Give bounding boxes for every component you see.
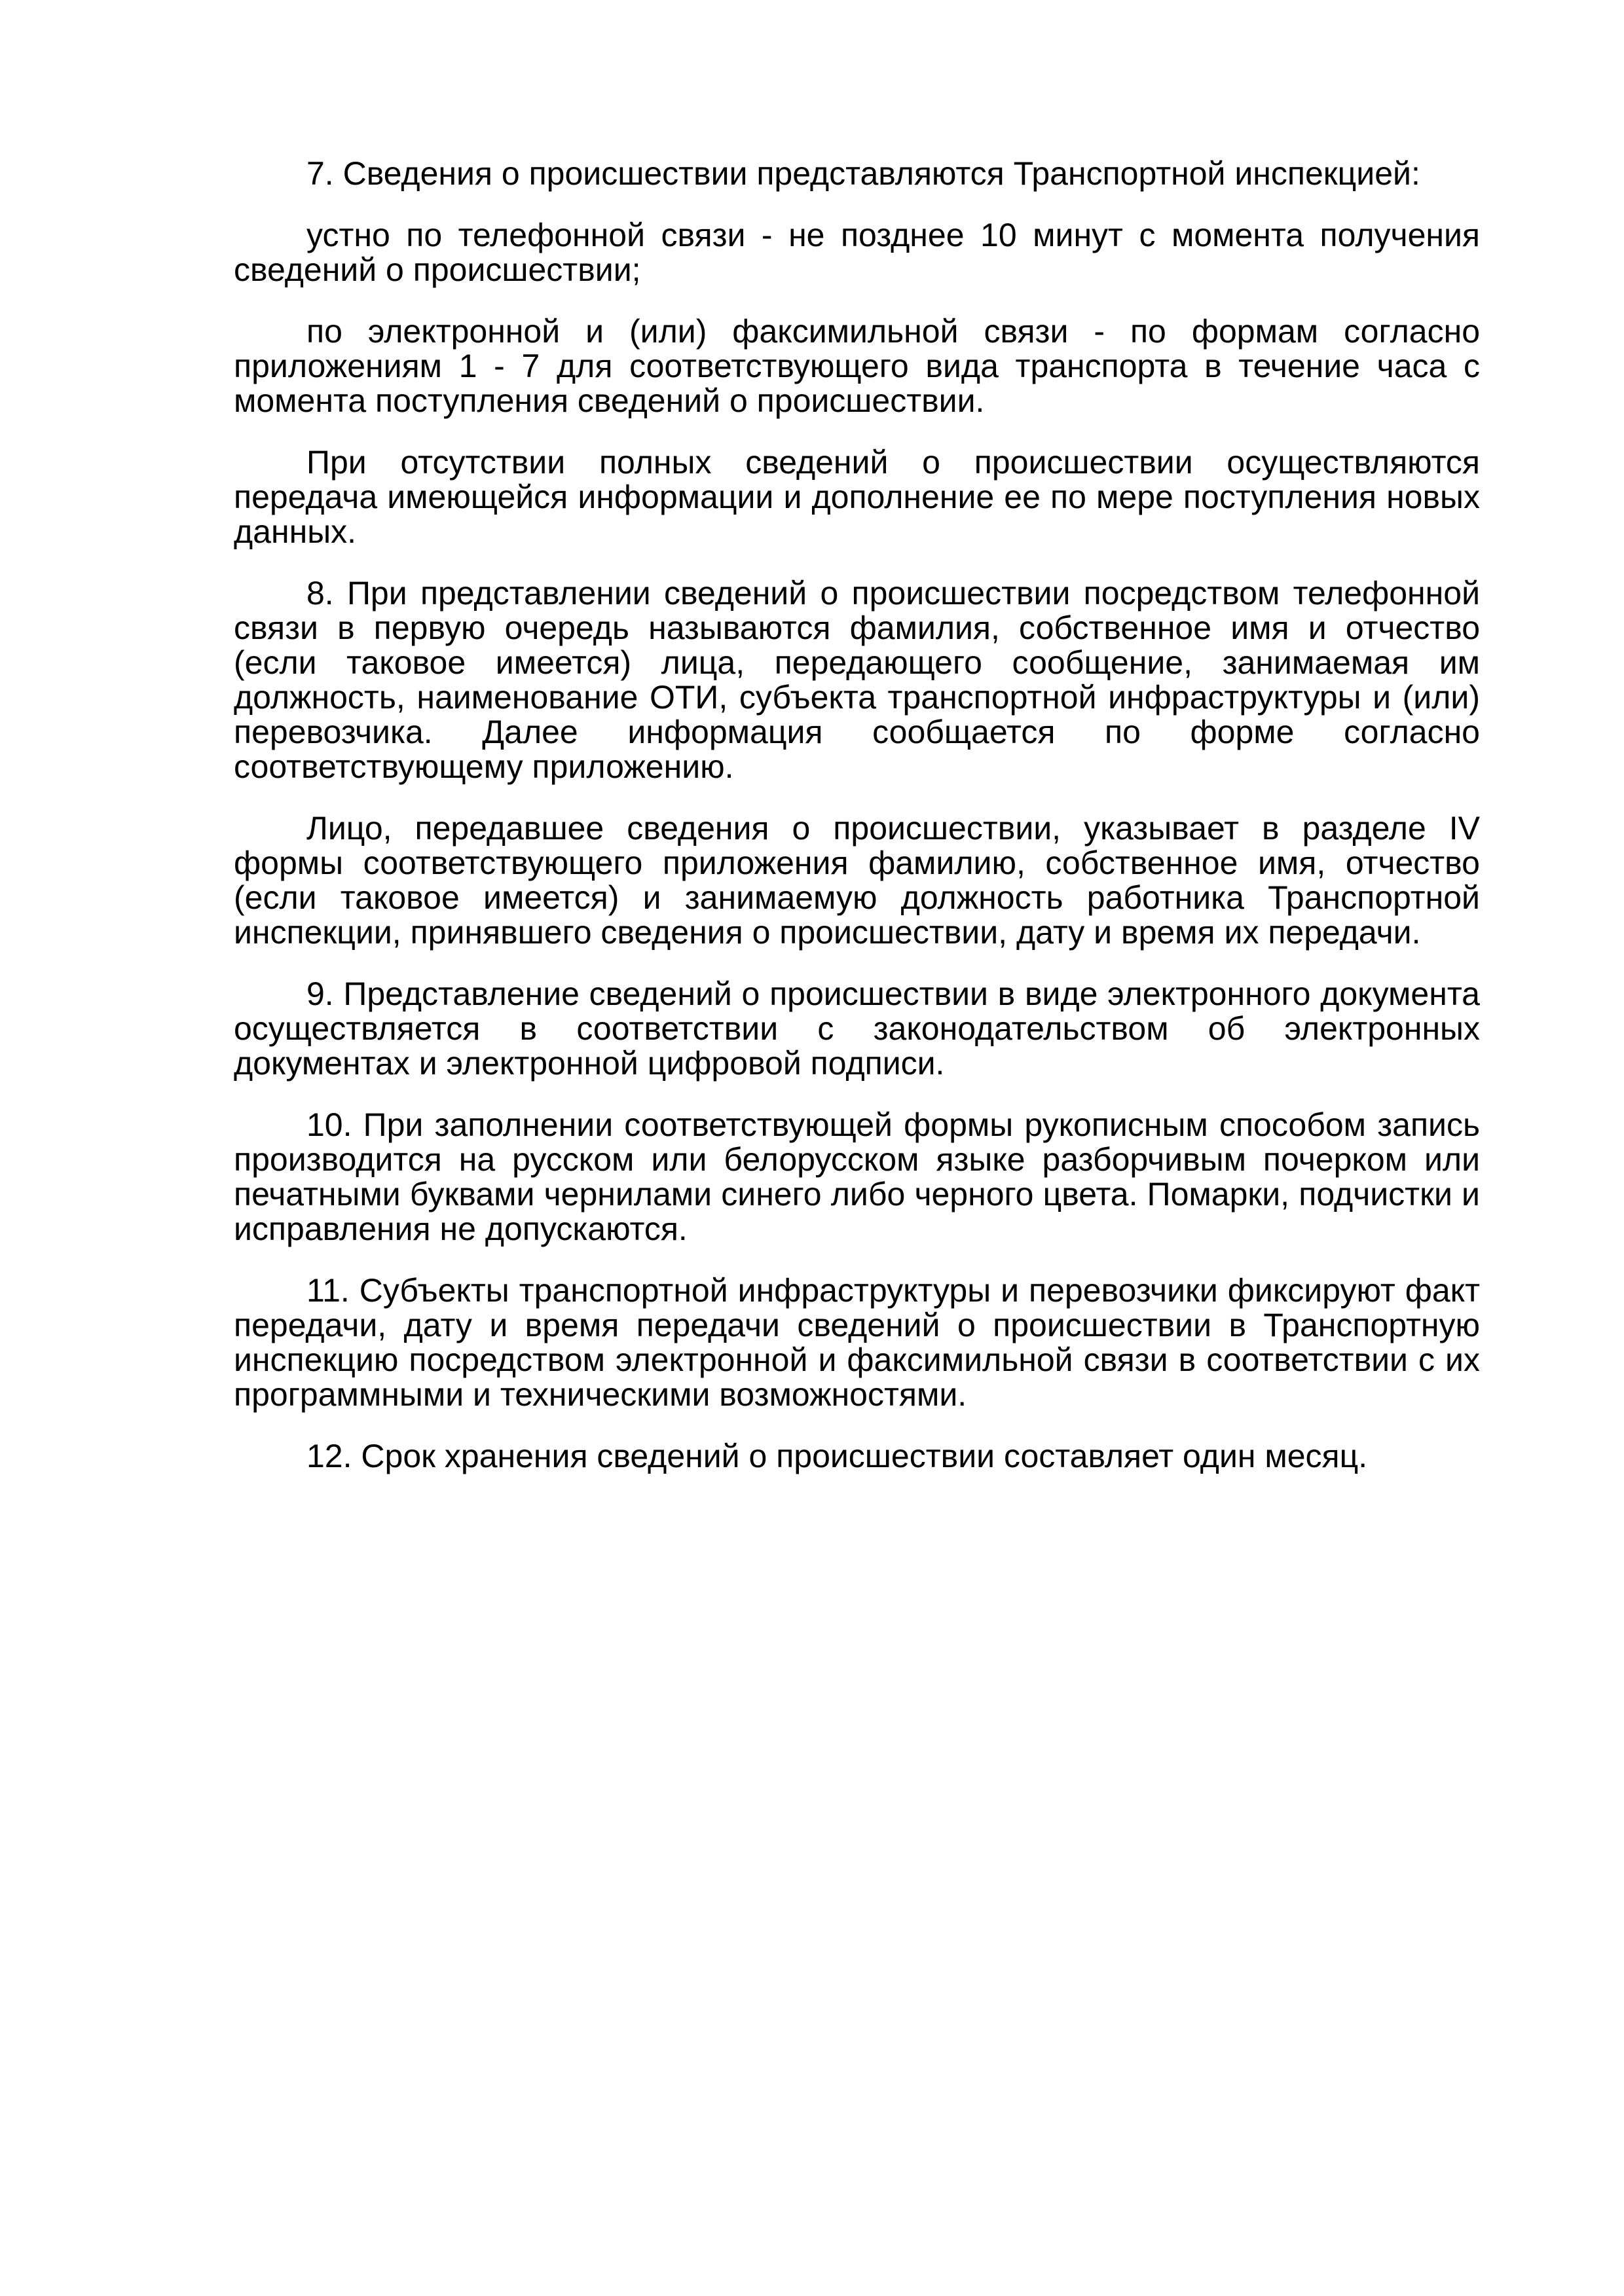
paragraph-7: 7. Сведения о происшествии представляются Транспортной инспекцией: — [306, 155, 1420, 192]
paragraph-7-note: При отсутствии полных сведений о происшествии осуществляются передача имеющейся информации и дополнение ее по мере поступления новых данных. — [234, 444, 1480, 550]
paragraph-11: 11. Субъекты транспортной инфраструктуры и перевозчики фиксируют факт передачи, дату и время передачи сведений о происшествии в Транспортную инспекцию посредством электронной и факсимильной связи в соответствии с их программными и техническими возможностями. — [234, 1272, 1480, 1413]
paragraph-12: 12. Срок хранения сведений о происшествии составляет один месяц. — [306, 1438, 1368, 1474]
paragraph-10: 10. При заполнении соответствующей формы рукописным способом запись производится на русском или белорусском языке разборчивым почерком или печатными буквами чернилами синего либо черного цвета. Помарки, подчистки и исправления не допускаются. — [234, 1106, 1480, 1247]
document-text-block — [234, 156, 1480, 1474]
paragraph-7-item-electronic: по электронной и (или) факсимильной связи - по формам согласно приложениям 1 - 7 для соответствующего вида транспорта в течение часа с момента поступления сведений о происшествии. — [234, 313, 1480, 419]
paragraph-8: 8. При представлении сведений о происшествии посредством телефонной связи в первую очередь называются фамилия, собственное имя и отчество (если таковое имеется) лица, передающего сообщение, занимаемая им должность, наименование ОТИ, субъекта транспортной инфраструктуры и (или) перевозчика. Далее информация сообщается по форме согласно соответствующему приложению. — [234, 575, 1480, 785]
paragraph-8-note: Лицо, передавшее сведения о происшествии, указывает в разделе IV формы соответствующего приложения фамилию, собственное имя, отчество (если таковое имеется) и занимаемую должность работника Транспортной инспекции, принявшего сведения о происшествии, дату и время их передачи. — [234, 810, 1480, 951]
paragraph-9: 9. Представление сведений о происшествии в виде электронного документа осуществляется в соответствии с законодательством об электронных документах и электронной цифровой подписи. — [234, 975, 1480, 1082]
paragraph-7-item-phone: устно по телефонной связи - не позднее 10 минут с момента получения сведений о происшествии; — [234, 217, 1480, 288]
